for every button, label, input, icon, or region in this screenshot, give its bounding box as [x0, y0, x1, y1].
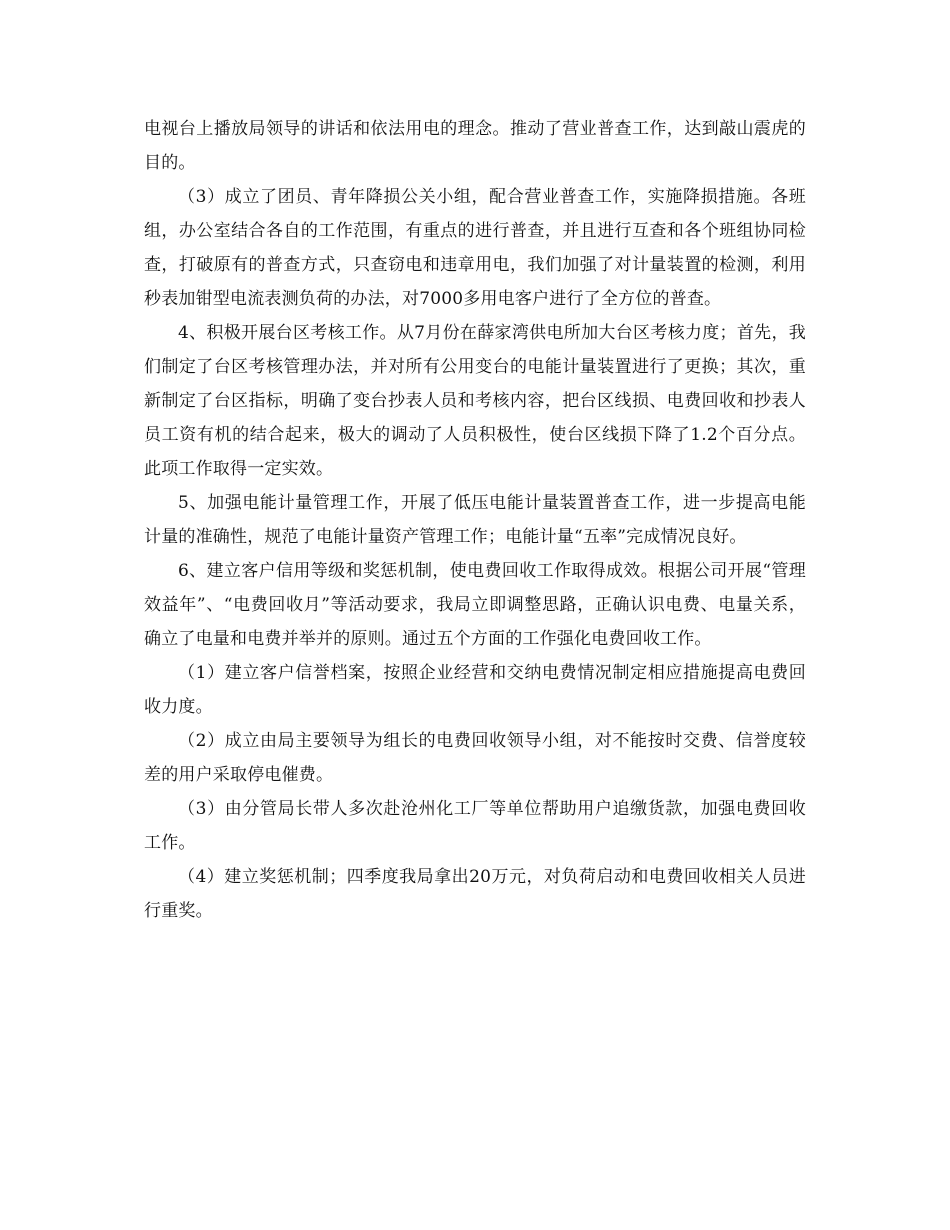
- paragraph-2: （3）成立了团员、青年降损公关小组，配合营业普查工作，实施降损措施。各班组，办公室结合各自的工作范围，有重点的进行普查，并且进行互查和各个班组协同检查，打破原有的普查方式，只查窃电和违章用电，我们加强了对计量装置的检测，利用秒表加钳型电流表测负荷的办法，对7000多用电客户进行了全方位的普查。: [144, 187, 806, 309]
- document-body: [144, 112, 806, 928]
- paragraph-6: （1）建立客户信誉档案，按照企业经营和交纳电费情况制定相应措施提高电费回收力度。: [144, 663, 806, 717]
- paragraph-9: （4）建立奖惩机制；四季度我局拿出20万元，对负荷启动和电费回收相关人员进行重奖。: [144, 867, 806, 921]
- paragraph-4: 5、加强电能计量管理工作，开展了低压电能计量装置普查工作，进一步提高电能计量的准确性，规范了电能计量资产管理工作；电能计量“五率”完成情况良好。: [144, 493, 806, 547]
- paragraph-8: （3）由分管局长带人多次赴沧州化工厂等单位帮助用户追缴货款，加强电费回收工作。: [144, 799, 806, 853]
- paragraph-7: （2）成立由局主要领导为组长的电费回收领导小组，对不能按时交费、信誉度较差的用户采取停电催费。: [144, 731, 806, 785]
- paragraph-1: 电视台上播放局领导的讲话和依法用电的理念。推动了营业普查工作，达到敲山震虎的目的。: [144, 119, 806, 173]
- paragraph-5: 6、建立客户信用等级和奖惩机制，使电费回收工作取得成效。根据公司开展“管理效益年”、“电费回收月”等活动要求，我局立即调整思路，正确认识电费、电量关系，确立了电量和电费并举并的原则。通过五个方面的工作强化电费回收工作。: [144, 561, 806, 649]
- paragraph-3: 4、积极开展台区考核工作。从7月份在薛家湾供电所加大台区考核力度；首先，我们制定了台区考核管理办法，并对所有公用变台的电能计量装置进行了更换；其次，重新制定了台区指标，明确了变台抄表人员和考核内容，把台区线损、电费回收和抄表人员工资有机的结合起来，极大的调动了人员积极性，使台区线损下降了1.2个百分点。此项工作取得一定实效。: [144, 323, 806, 479]
